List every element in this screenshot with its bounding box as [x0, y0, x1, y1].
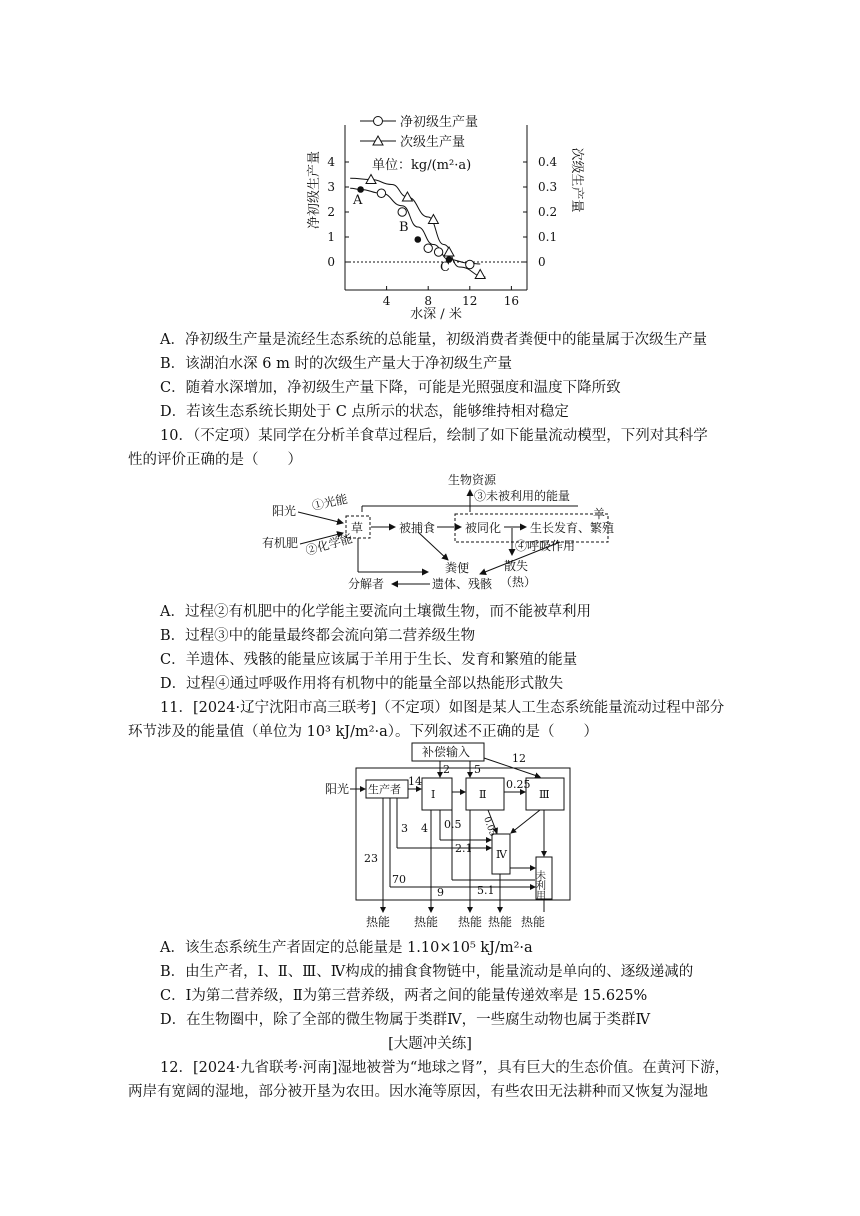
heat-1: 热能: [366, 915, 391, 929]
num-3: 3: [401, 822, 408, 835]
yr-tick-label-0.2: 0.2: [538, 205, 558, 219]
q11-option-a: A．该生态系统生产者固定的总能量是 1.10×10⁵ kJ/m²·a: [160, 940, 533, 956]
g4: Ⅳ: [496, 848, 507, 861]
q10-stem-2: 性的评价正确的是（ ）: [128, 452, 302, 468]
sheep-label: 羊: [593, 507, 606, 521]
heat-5: 热能: [521, 915, 546, 929]
eaten: 被捕食: [399, 521, 436, 535]
feces: 粪便: [445, 561, 470, 575]
heat-4: 热能: [488, 915, 513, 929]
npp-curve: [350, 188, 480, 264]
section-title: [大题冲关练]: [388, 1036, 472, 1052]
heat-2: 热能: [414, 915, 439, 929]
growth: 生长发育、繁殖: [530, 521, 615, 535]
num-9: 9: [437, 886, 444, 899]
heat-10: （热）: [500, 575, 537, 589]
q10-stem-1: 10．（不定项）某同学在分析羊食草过程后，绘制了如下能量流动模型，下列对其科学: [160, 428, 708, 444]
point-label-b: B: [399, 220, 409, 235]
bio-resource: 生物资源: [448, 473, 497, 487]
chart-legend: [360, 114, 478, 173]
q11-option-d: D．在生物圈中，除了全部的微生物属于类群Ⅳ，一些腐生动物也属于类群Ⅳ: [160, 1012, 651, 1028]
q9-option-d: D．若该生态系统长期处于 C 点所示的状态，能够维持相对稳定: [160, 404, 569, 420]
q9-option-a: A．净初级生产量是流经生态系统的总能量，初级消费者粪便中的能量属于次级生产量: [160, 332, 707, 348]
q10-option-a: A．过程②有机肥中的化学能主要流向土壤微生物，而不能被草利用: [160, 604, 591, 620]
q10-option-d: D．过程④通过呼吸作用将有机物中的能量全部以热能形式散失: [160, 676, 564, 692]
npp-point-7: [466, 260, 474, 268]
num-12: 12: [512, 752, 526, 765]
ylabel-right: 次级生产量: [569, 147, 584, 213]
secondary-point-3: [444, 247, 454, 256]
dissipate: 散失: [504, 559, 529, 573]
decomposer: 分解者: [348, 577, 385, 591]
unused-energy: ③未被利用的能量: [474, 489, 571, 503]
num-70: 70: [392, 873, 406, 886]
secondary-point-1: [402, 192, 412, 201]
yr-tick-label-0.3: 0.3: [538, 180, 558, 194]
chart-series: [350, 175, 485, 279]
x-tick-label-16: 16: [503, 294, 520, 308]
chem-energy: ②化学能: [303, 531, 354, 558]
q11-stem-2: 环节涉及的能量值（单位为 10³ kJ/m²·a）。下列叙述不正确的是（ ）: [128, 724, 599, 740]
yr-tick-label-0.4: 0.4: [538, 155, 558, 169]
yr-tick-label-0.1: 0.1: [538, 230, 558, 244]
npp-point-1: [377, 189, 385, 197]
q10-option-c: C．羊遗体、残骸的能量应该属于羊用于生长、发育和繁殖的能量: [160, 652, 578, 668]
q9-option-c: C．随着水深增加，净初级生产量下降，可能是光照强度和温度下降所致: [160, 380, 621, 396]
light-energy: ①光能: [310, 491, 349, 513]
depth-production-chart: [0, 0, 860, 330]
q11-option-c: C．Ⅰ为第二营养级，Ⅱ为第三营养级，两者之间的能量传递效率是 15.625%: [160, 988, 648, 1004]
num-2-1: 2.1: [455, 842, 473, 855]
x-tick-label-4: 4: [382, 294, 391, 308]
secondary-point-4: [475, 270, 485, 279]
q12-line-1: 12．[2024·九省联考·河南]湿地被誉为“地球之肾”，具有巨大的生态价值。在黄河下游，: [160, 1060, 730, 1076]
npp-point-0: [358, 187, 364, 193]
yl-tick-label-3: 3: [327, 180, 335, 194]
num-4: 4: [421, 822, 428, 835]
num-23: 23: [364, 852, 378, 865]
yl-tick-label-4: 4: [327, 155, 335, 169]
num-5: 5: [474, 763, 481, 776]
npp-point-2: [398, 208, 406, 216]
point-label-a: A: [353, 193, 363, 208]
num-14: 14: [408, 775, 422, 788]
num-0-25: 0.25: [506, 778, 531, 791]
legend-secondary: 次级生产量: [400, 135, 466, 150]
assimilated: 被同化: [465, 521, 502, 535]
sunlight-11: 阳光: [325, 782, 350, 796]
sunlight: 阳光: [272, 504, 297, 518]
energy-value-diagram: [0, 740, 860, 930]
npp-point-3: [415, 237, 421, 243]
num-2: 2: [443, 763, 450, 776]
energy-flow-model: [0, 470, 860, 600]
legend-npp: 净初级生产量: [400, 115, 479, 130]
heat-3: 热能: [458, 915, 483, 929]
input-label: 补偿输入: [422, 745, 471, 759]
q11-stem-1: 11．[2024·辽宁沈阳市高三联考]（不定项）如图是某人工生态系统能量流动过程中部分: [160, 700, 725, 716]
unit-label: 单位：kg/(m²·a): [372, 158, 472, 173]
g1-box: [422, 778, 452, 810]
remains: 遗体、残骸: [432, 577, 493, 591]
q9-option-b: B．该湖泊水深 6 m 时的次级生产量大于净初级生产量: [160, 356, 512, 372]
x-tick-label-8: 8: [424, 294, 433, 308]
g3: Ⅲ: [539, 788, 550, 801]
axis-ticks: [327, 155, 557, 308]
x-tick-label-12: 12: [462, 294, 478, 308]
secondary-point-2: [428, 215, 438, 224]
q12-line-2: 两岸有宽阔的湿地，部分被开垦为农田。因水淹等原因，有些农田无法耕种而又恢复为湿地: [128, 1084, 708, 1100]
yr-tick-label-0: 0: [538, 255, 546, 269]
yl-tick-label-0: 0: [327, 255, 335, 269]
xlabel: 水深 / 米: [410, 307, 462, 322]
unused-label: 未利用: [533, 870, 545, 900]
q10-option-b: B．过程③中的能量最终都会流向第二营养级生物: [160, 628, 476, 644]
npp-point-4: [424, 244, 432, 252]
grass: 草: [351, 521, 364, 535]
num-0-05: 0.05: [481, 815, 498, 838]
num-0-5: 0.5: [444, 818, 462, 831]
yl-tick-label-1: 1: [327, 230, 335, 244]
q11-option-b: B．由生产者，Ⅰ、Ⅱ、Ⅲ、Ⅳ构成的捕食食物链中，能量流动是单向的、逐级递减的: [160, 964, 694, 980]
g1: Ⅰ: [431, 788, 436, 801]
yl-tick-label-2: 2: [327, 205, 335, 219]
num-5-1: 5.1: [477, 884, 495, 897]
npp-point-5: [434, 248, 442, 256]
producer: 生产者: [368, 783, 401, 796]
g2: Ⅱ: [479, 788, 487, 801]
fertilizer: 有机肥: [262, 536, 299, 550]
ylabel-left: 净初级生产量: [307, 150, 322, 230]
respiration: ④呼吸作用: [515, 539, 576, 553]
point-label-c: C: [440, 260, 450, 275]
